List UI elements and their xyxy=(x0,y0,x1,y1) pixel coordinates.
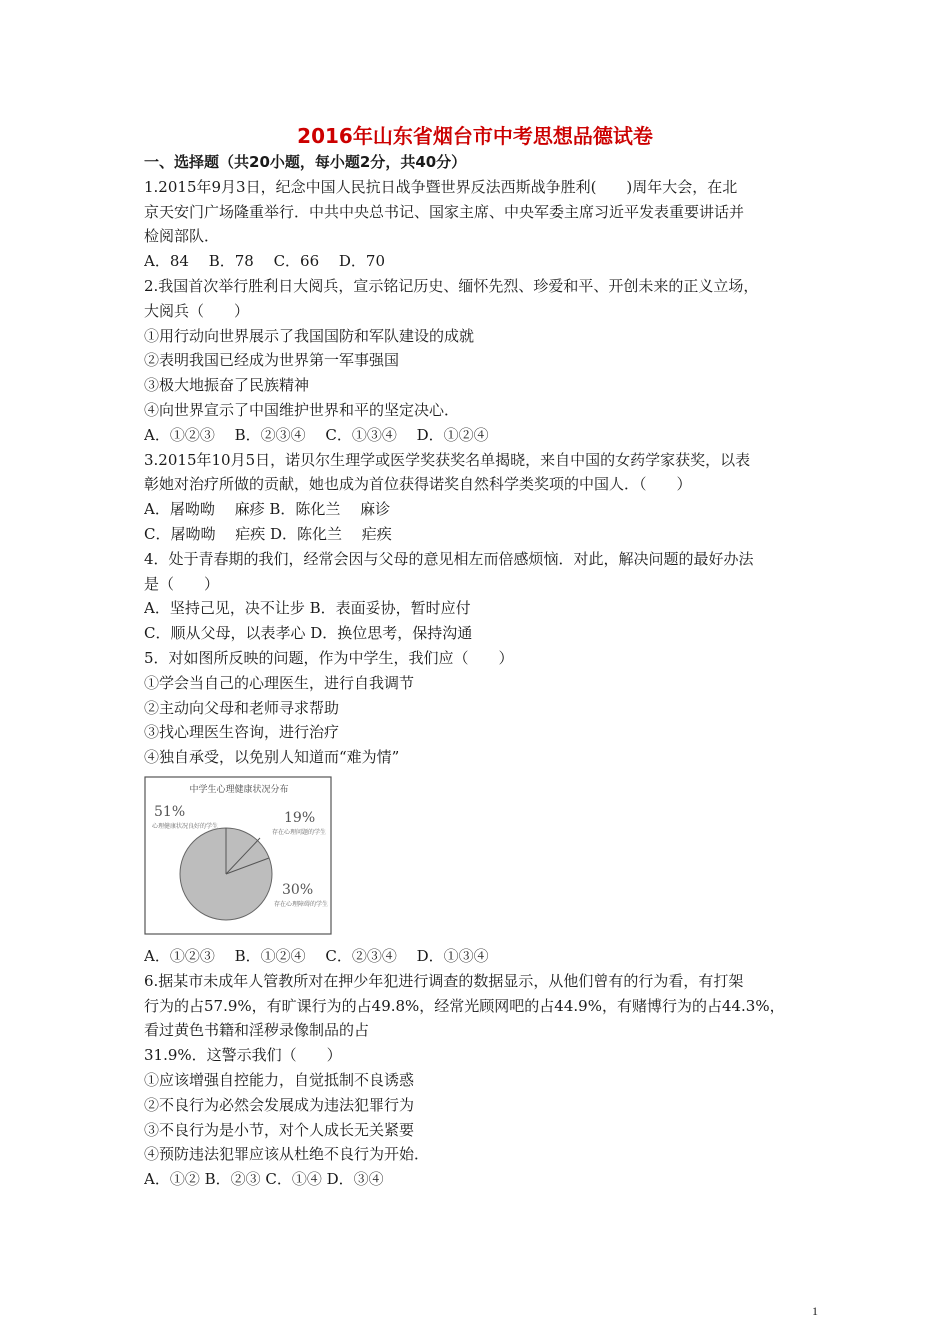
text-line: ②主动向父母和老师寻求帮助 xyxy=(144,698,340,717)
text-line: 1.2015年9月3日，纪念中国人民抗日战争暨世界反法西斯战争胜利( )周年大会，在北 xyxy=(144,177,738,196)
text-line: ④预防违法犯罪应该从杜绝不良行为开始． xyxy=(144,1145,430,1164)
text-line: 大阅兵（ ） xyxy=(144,301,250,320)
figure-caption: 中学生心理健康状况分布 xyxy=(189,785,289,795)
text-line: 31.9%．这警示我们（ ） xyxy=(144,1046,342,1065)
pie-chart xyxy=(144,776,334,936)
text-line: C．顺从父母，以表孝心 D．换位思考，保持沟通 xyxy=(144,624,473,643)
text-line: 是（ ） xyxy=(144,574,220,593)
page-title: 2016年山东省烟台市中考思想品德试卷 xyxy=(297,124,653,148)
text-line: ①应该增强自控能力，自觉抵制不良诱惑 xyxy=(144,1070,415,1089)
text-line: 6.据某市未成年人管教所对在押少年犯进行调查的数据显示，从他们曾有的行为看，有打架 xyxy=(144,971,744,990)
text-line: ③不良行为是小节，对个人成长无关紧要 xyxy=(144,1120,415,1139)
text-line: ①用行动向世界展示了我国国防和军队建设的成就 xyxy=(144,326,475,345)
text-line: 行为的占57.9%，有旷课行为的占49.8%，经常光顾网吧的占44.9%，有赌博行为的占44.3%， xyxy=(144,996,785,1015)
pie-chart-figure xyxy=(144,776,334,936)
text-line: 彰她对治疗所做的贡献，她也成为首位获得诺奖自然科学类奖项的中国人．（ ） xyxy=(144,475,692,494)
slice-label-51: 51% xyxy=(154,804,186,820)
text-line: ③极大地振奋了民族精神 xyxy=(144,376,310,395)
text-line: 检阅部队． xyxy=(144,227,220,246)
text-line: ③找心理医生咨询，进行治疗 xyxy=(144,723,340,742)
page-number: 1 xyxy=(812,1304,818,1318)
text-line: 3.2015年10月5日，诺贝尔生理学或医学奖获奖名单揭晓，来自中国的女药学家获奖，以表 xyxy=(144,450,751,469)
text-line: A．屠呦呦 麻疹 B．陈化兰 麻诊 xyxy=(144,500,391,519)
text-line: ②不良行为必然会发展成为违法犯罪行为 xyxy=(144,1095,415,1114)
text-line: A．①②③ B．①②④ C．②③④ D．①③④ xyxy=(144,947,489,965)
slice-label-30: 30% xyxy=(282,882,314,898)
section-heading: 一、选择题（共20小题，每小题2分，共40分） xyxy=(144,153,467,171)
question-block-bottom xyxy=(144,944,816,1192)
text-line: 看过黄色书籍和淫秽录像制品的占 xyxy=(144,1021,370,1040)
text-line: ②表明我国已经成为世界第一军事强国 xyxy=(144,351,400,370)
text-line: 5．对如图所反映的问题，作为中学生，我们应（ ） xyxy=(144,648,514,667)
slice-desc-19: 存在心理问题的学生 xyxy=(272,829,327,836)
text-line: 4．处于青春期的我们，经常会因与父母的意见相左而倍感烦恼．对此，解决问题的最好办法 xyxy=(144,549,754,568)
text-line: ④向世界宣示了中国维护世界和平的坚定决心． xyxy=(144,400,460,419)
text-line: 2.我国首次举行胜利日大阅兵，宣示铭记历史、缅怀先烈、珍爱和平、开创未来的正义立场， xyxy=(144,276,759,295)
text-line: ④独自承受，以免别人知道而“难为情” xyxy=(144,748,400,767)
text-line: 京天安门广场隆重举行．中共中央总书记、国家主席、中央军委主席习近平发表重要讲话并 xyxy=(144,202,745,221)
text-line: A．84 B．78 C．66 D．70 xyxy=(144,252,386,271)
slice-desc-30: 存在心理障碍的学生 xyxy=(274,901,329,908)
slice-label-19: 19% xyxy=(284,810,316,826)
text-line: ①学会当自己的心理医生，进行自我调节 xyxy=(144,673,415,692)
slice-desc-51: 心理健康状况良好的学生 xyxy=(152,823,219,830)
text-line: A．坚持己见，决不让步 B．表面妥协，暂时应付 xyxy=(144,599,471,618)
text-line: A．①② B．②③ C．①④ D．③④ xyxy=(144,1170,384,1189)
question-block-top xyxy=(144,150,816,770)
text-line: A．①②③ B．②③④ C．①③④ D．①②④ xyxy=(144,425,489,444)
text-line: C．屠呦呦 疟疾 D．陈化兰 疟疾 xyxy=(144,524,392,543)
